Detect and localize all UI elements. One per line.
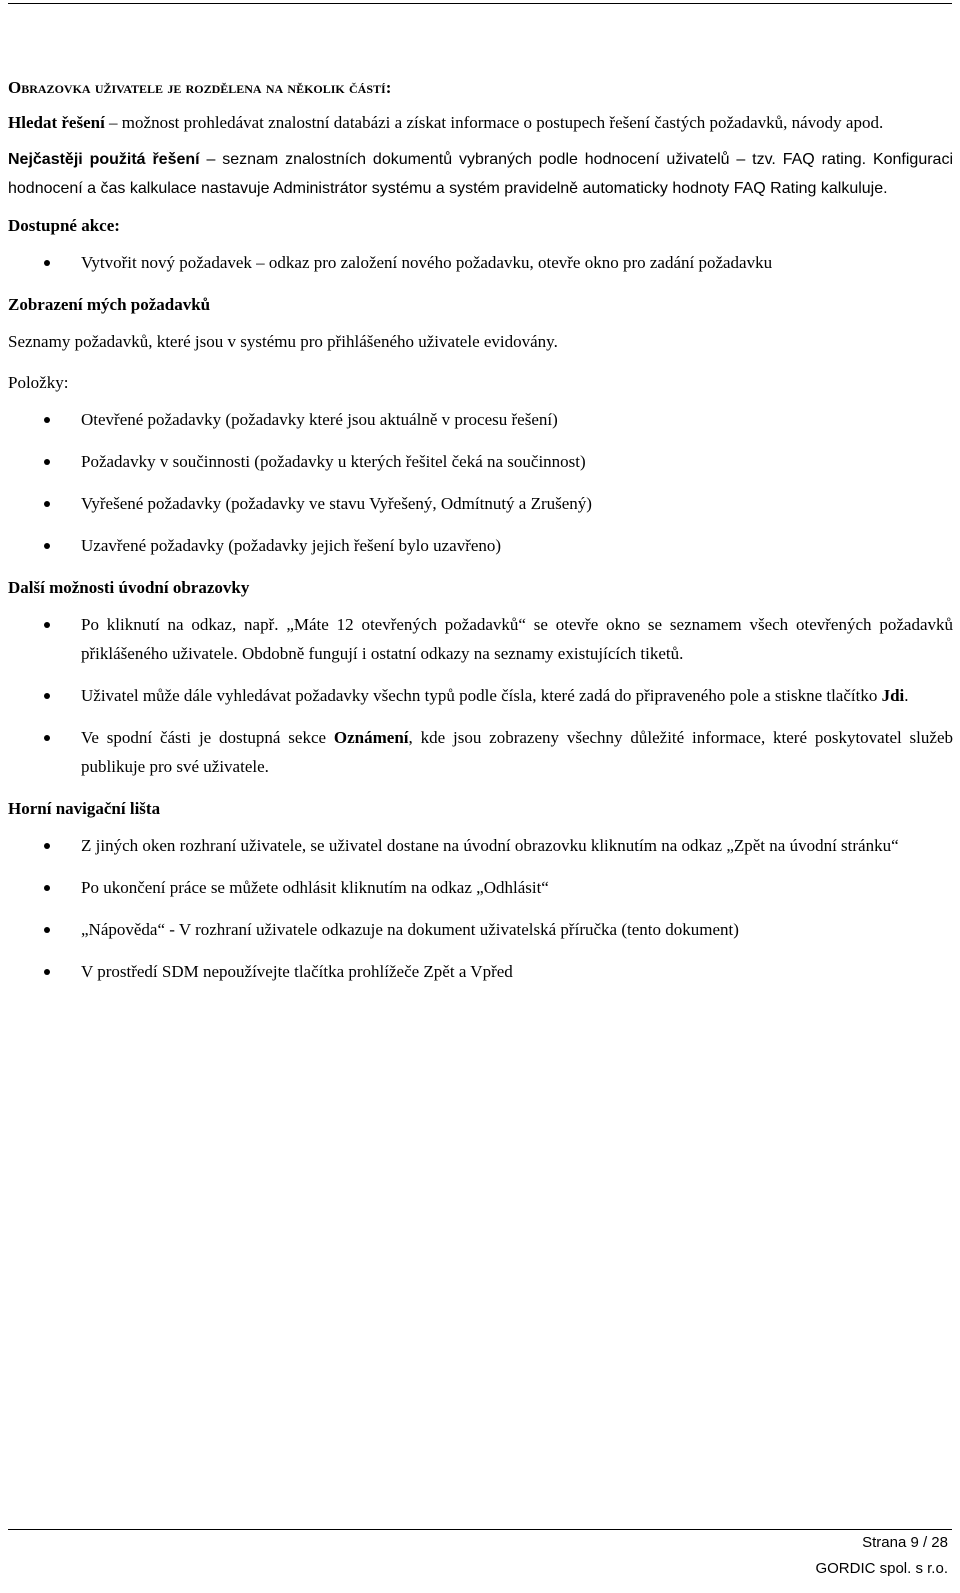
bullet-icon xyxy=(44,260,50,266)
list-item xyxy=(8,489,953,518)
footer-rule xyxy=(8,1529,952,1530)
bullet-icon xyxy=(44,417,50,423)
bullet-icon xyxy=(44,927,50,933)
list-item-text: V prostředí SDM nepoužívejte tlačítka prohlížeče Zpět a Vpřed xyxy=(81,962,513,981)
header-rule xyxy=(8,3,952,4)
list-item-text: Po ukončení práce se můžete odhlásit kliknutím na odkaz „Odhlásit“ xyxy=(81,878,549,897)
nejcasteji-desc: seznam znalostních dokumentů vybraných podle hodnocení uživatelů – tzv. FAQ rating. Konfiguraci hodnocení a čas kalkulace nastavuje Administrátor systému a systém pravidelně automaticky hodnoty FAQ Rating kalkuluje. xyxy=(8,151,953,197)
dalsi-heading: Další možnosti úvodní obrazovky xyxy=(8,578,250,597)
bullet-icon xyxy=(44,459,50,465)
zobrazeni-desc: Seznamy požadavků, které jsou v systému pro přihlášeného uživatele evidovány. xyxy=(8,332,558,351)
page-number: Strana 9 / 28 xyxy=(862,1534,948,1551)
bullet-icon xyxy=(44,843,50,849)
list-item-text: Vytvořit nový požadavek – odkaz pro založení nového požadavku, otevře okno pro zadání požadavku xyxy=(81,253,773,272)
polozky-label: Položky: xyxy=(8,373,69,392)
list-item xyxy=(8,447,953,476)
zobrazeni-heading: Zobrazení mých požadavků xyxy=(8,295,211,314)
dalsi-list xyxy=(8,610,953,781)
bullet-icon xyxy=(44,622,50,628)
section-title: Obrazovka uživatele je rozdělena na několik částí: xyxy=(8,78,392,97)
list-item-text: Z jiných oken rozhraní uživatele, se uživatel dostane na úvodní obrazovku kliknutím na odkaz „Zpět na úvodní stránku“ xyxy=(81,836,899,855)
list-item xyxy=(8,723,953,781)
nejcasteji-term: Nejčastěji použitá řešení xyxy=(8,151,200,168)
hledat-term: Hledat řešení xyxy=(8,113,105,132)
bullet-icon xyxy=(44,693,50,699)
dostupne-akce-list xyxy=(8,248,953,277)
hledat-desc: možnost prohledávat znalostní databázi a získat informace o postupech řešení častých požadavků, návody apod. xyxy=(121,113,884,132)
list-item-text: Vyřešené požadavky (požadavky ve stavu Vyřešený, Odmítnutý a Zrušený) xyxy=(81,494,592,513)
nejcasteji-dash: – xyxy=(199,151,223,168)
polozky-list xyxy=(8,405,953,560)
list-item-text: „Nápověda“ - V rozhraní uživatele odkazuje na dokument uživatelská příručka (tento dokument) xyxy=(81,920,739,939)
oznameni-section-name: Oznámení xyxy=(333,728,409,747)
bullet-icon xyxy=(44,543,50,549)
dostupne-akce-heading: Dostupné akce: xyxy=(8,216,120,235)
list-item xyxy=(8,610,953,668)
bullet-icon xyxy=(44,735,50,741)
list-item xyxy=(8,957,953,986)
hledat-paragraph xyxy=(8,108,953,137)
list-item-text-end: , kde jsou zobrazeny všechny důležité informace, které poskytovatel služeb publikuje pro své uživatele. xyxy=(81,728,953,776)
list-item xyxy=(8,873,953,902)
hledat-dash: – xyxy=(104,113,122,132)
jdi-button-name: Jdi xyxy=(881,686,905,705)
list-item-text-end: . xyxy=(904,686,909,705)
list-item-text: Požadavky v součinnosti (požadavky u kterých řešitel čeká na součinnost) xyxy=(81,452,586,471)
list-item xyxy=(8,248,953,277)
bullet-icon xyxy=(44,969,50,975)
list-item xyxy=(8,531,953,560)
horni-list xyxy=(8,831,953,986)
list-item-text: Uživatel může dále vyhledávat požadavky všechn typů podle čísla, které zadá do připraveného pole a stiskne tlačítko xyxy=(81,686,882,705)
list-item xyxy=(8,915,953,944)
horni-heading: Horní navigační lišta xyxy=(8,799,161,818)
list-item-text: Ve spodní části je dostupná sekce xyxy=(81,728,334,747)
bullet-icon xyxy=(44,501,50,507)
list-item xyxy=(8,831,953,860)
company-name: GORDIC spol. s r.o. xyxy=(815,1560,948,1577)
list-item xyxy=(8,405,953,434)
list-item-text: Po kliknutí na odkaz, např. „Máte 12 otevřených požadavků“ se otevře okno se seznamem všech otevřených požadavků přiklášeného uživatele. Obdobně fungují i ostatní odkazy na seznamy existujících tiketů. xyxy=(81,615,953,663)
nejcasteji-paragraph xyxy=(8,145,953,203)
list-item-text: Uzavřené požadavky (požadavky jejich řešení bylo uzavřeno) xyxy=(81,536,502,555)
document-body xyxy=(8,73,953,999)
list-item-text: Otevřené požadavky (požadavky které jsou aktuálně v procesu řešení) xyxy=(81,410,558,429)
list-item xyxy=(8,681,953,710)
page-footer xyxy=(815,1530,948,1582)
bullet-icon xyxy=(44,885,50,891)
